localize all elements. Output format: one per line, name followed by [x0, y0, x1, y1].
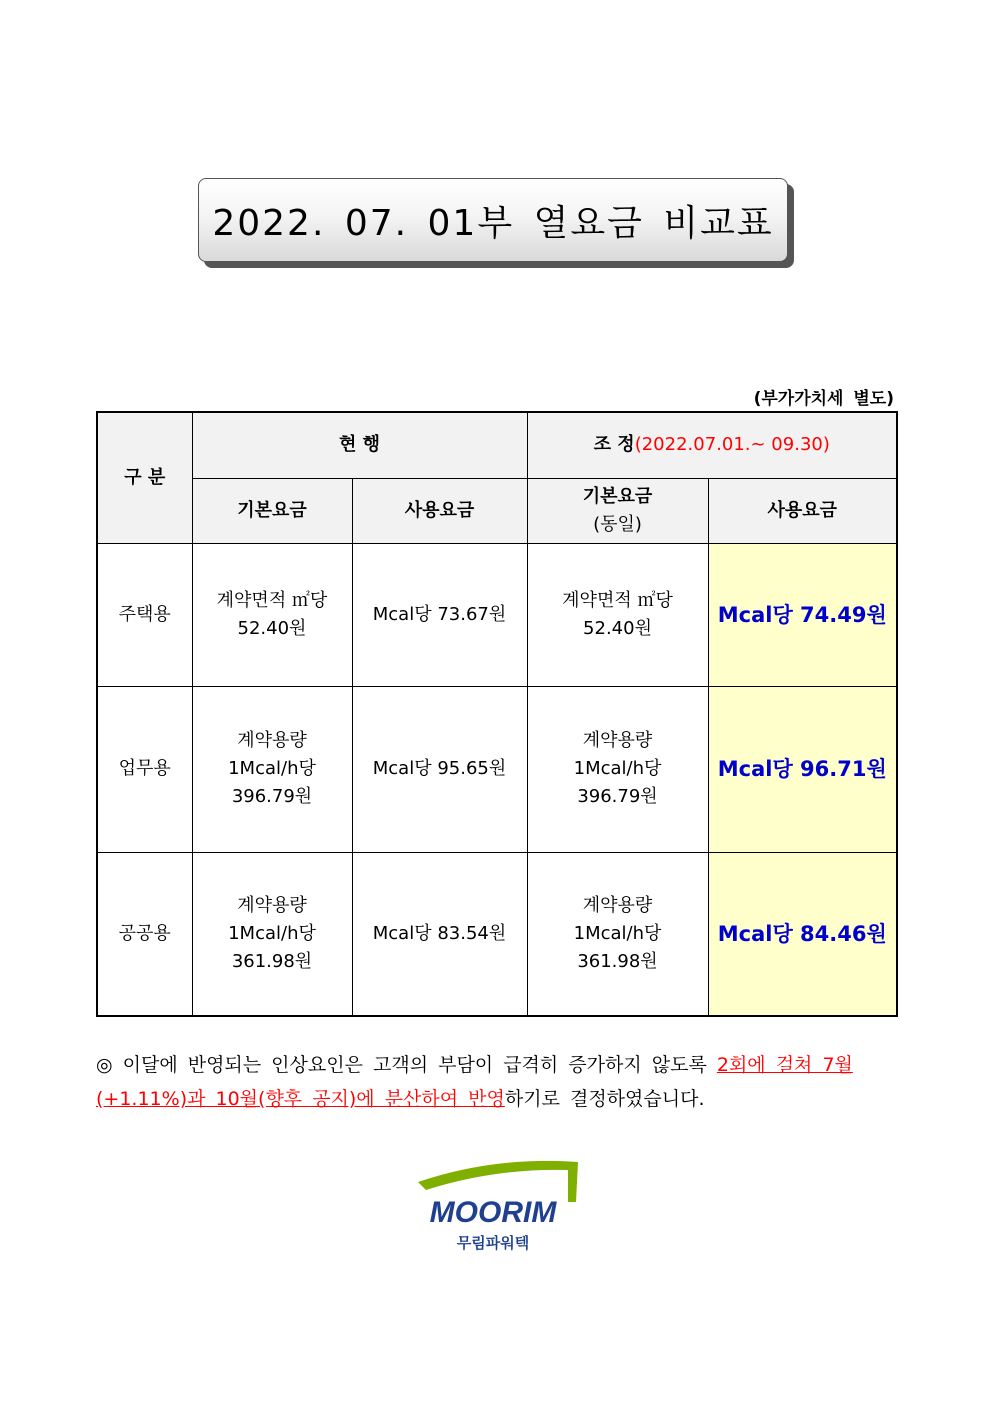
adjusted-base-label: 기본요금: [582, 485, 653, 507]
notice-paragraph: [96, 1048, 902, 1116]
adjusted-base-note: (동일): [593, 513, 642, 535]
table-row: [97, 686, 897, 852]
adjusted-header-label: 조 정: [593, 434, 635, 456]
logo-subtitle: 무림파워텍: [456, 1234, 530, 1252]
current-base-cell: [192, 686, 352, 852]
notice-emphasis: 2회에 걸쳐 7월(+1.11%)과 10월(향후 공지)에 분산하여 반영: [96, 1054, 853, 1110]
base-line: 396.79원: [231, 786, 313, 807]
current-usage-header: 사용요금: [352, 478, 527, 543]
base-line: 1Mcal/h당: [228, 758, 316, 779]
heat-rate-comparison-table: [96, 411, 898, 1017]
current-base-cell: [192, 543, 352, 686]
base-line: 361.98원: [577, 950, 658, 972]
adjusted-usage-cell: Mcal당 84.46원: [708, 852, 897, 1016]
base-line: 1Mcal/h당: [228, 922, 316, 944]
adjusted-period: (2022.07.01.~ 09.30): [634, 434, 830, 456]
base-line: 1Mcal/h당: [573, 922, 662, 944]
adjusted-base-header: [527, 478, 708, 543]
current-base-header: 기본요금: [192, 478, 352, 543]
category-cell: 주택용: [97, 543, 192, 686]
table-row: [97, 543, 897, 686]
current-base-cell: [192, 852, 352, 1016]
base-line: 계약용량: [237, 894, 307, 916]
category-cell: 업무용: [97, 686, 192, 852]
notice-prefix: ◎ 이달에 반영되는 인상요인은 고객의 부담이 급격히 증가하지 않도록: [96, 1054, 717, 1076]
adjusted-usage-header: 사용요금: [708, 478, 897, 543]
adjusted-usage-cell: Mcal당 96.71원: [708, 686, 897, 852]
adjusted-header: [527, 412, 897, 478]
notice-suffix: 하기로 결정하였습니다.: [504, 1088, 705, 1110]
logo-brand: MOORIM: [429, 1196, 557, 1229]
title-banner: [198, 178, 792, 266]
moorim-logo: [400, 1158, 590, 1258]
base-line: 52.40원: [583, 617, 652, 639]
base-line: 396.79원: [577, 786, 658, 807]
page-title: 2022. 07. 01부 열요금 비교표: [198, 178, 788, 262]
category-cell: 공공용: [97, 852, 192, 1016]
base-line: 1Mcal/h당: [573, 758, 662, 779]
current-header: 현 행: [192, 412, 527, 478]
adjusted-base-cell: [527, 686, 708, 852]
category-header: 구 분: [97, 412, 192, 543]
table-row: [97, 852, 897, 1016]
current-usage-cell: Mcal당 73.67원: [352, 543, 527, 686]
base-line: 52.40원: [237, 617, 307, 639]
current-usage-cell: Mcal당 95.65원: [352, 686, 527, 852]
base-line: 계약용량: [582, 894, 653, 916]
adjusted-base-cell: [527, 543, 708, 686]
adjusted-usage-cell: Mcal당 74.49원: [708, 543, 897, 686]
base-line: 계약용량: [237, 730, 307, 751]
base-line: 계약용량: [582, 730, 653, 751]
base-line: 361.98원: [231, 950, 313, 972]
base-line: 계약면적 ㎡당: [562, 589, 673, 611]
base-line: 계약면적 ㎡당: [216, 589, 328, 611]
current-usage-cell: Mcal당 83.54원: [352, 852, 527, 1016]
adjusted-base-cell: [527, 852, 708, 1016]
vat-note: (부가가치세 별도): [753, 389, 894, 409]
